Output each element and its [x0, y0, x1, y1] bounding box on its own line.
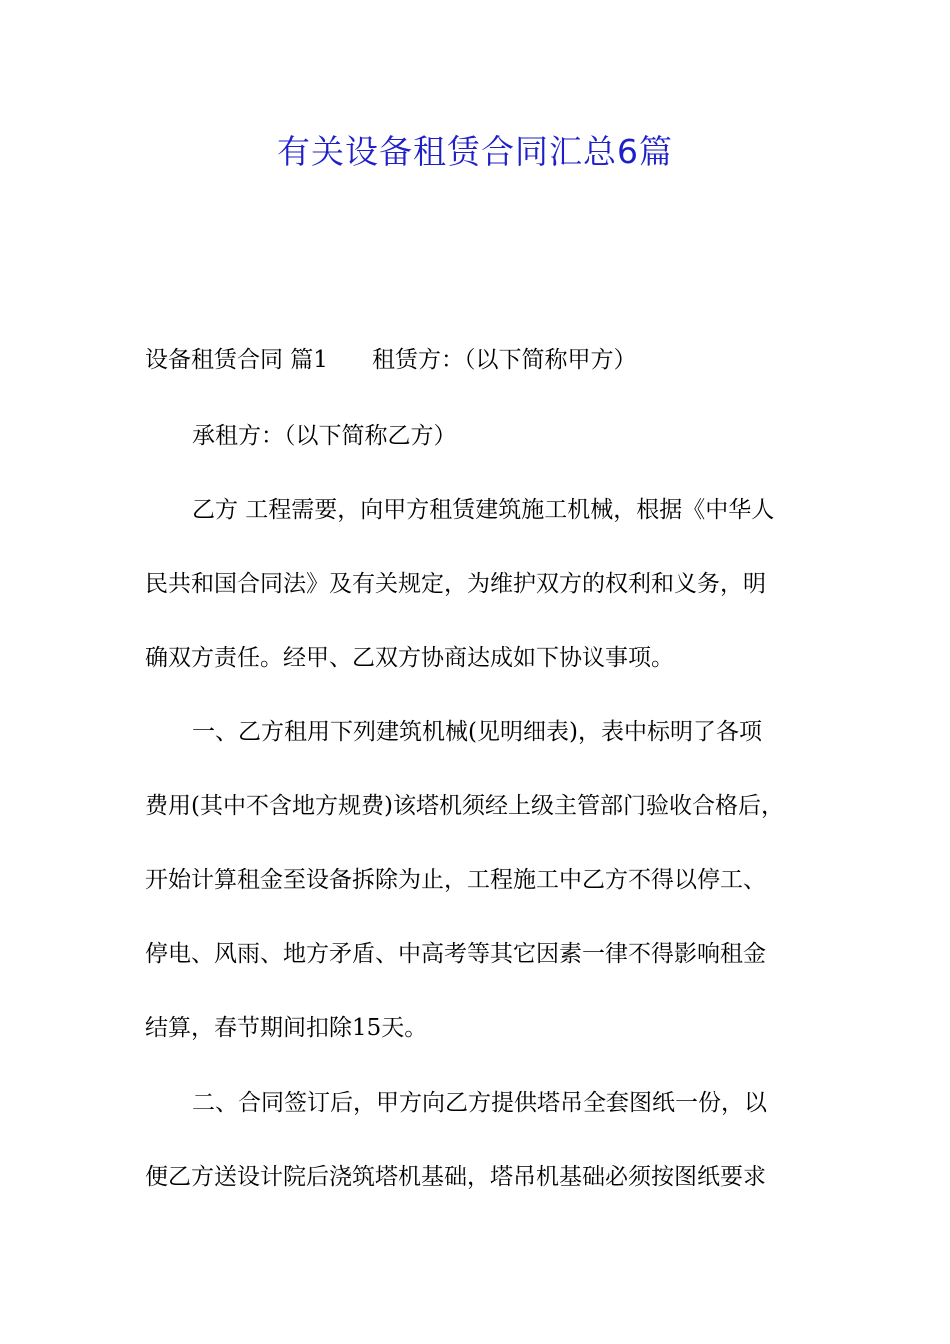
- contract-heading: 设备租赁合同 篇1: [145, 347, 328, 373]
- document-title: 有关设备租赁合同汇总6篇: [277, 132, 673, 171]
- paragraph-line: 停电、风雨、地方矛盾、中高考等其它因素一律不得影响租金: [145, 941, 766, 967]
- paragraph-line: 乙方 工程需要，向甲方租赁建筑施工机械，根据《中华人: [192, 497, 775, 523]
- paragraph-line: 开始计算租金至设备拆除为止，工程施工中乙方不得以停工、: [145, 867, 766, 893]
- paragraph-line: 承租方：（以下简称乙方）: [192, 423, 457, 449]
- paragraph-line: 一、乙方租用下列建筑机械(见明细表)，表中标明了各项: [192, 719, 762, 745]
- paragraph-line: [145, 344, 810, 376]
- paragraph-line: 费用(其中不含地方规费)该塔机须经上级主管部门验收合格后，: [145, 793, 784, 819]
- lessor-label: 租赁方：（以下简称甲方）: [371, 347, 637, 373]
- paragraph-line: 便乙方送设计院后浇筑塔机基础，塔吊机基础必须按图纸要求: [145, 1164, 766, 1190]
- paragraph-line: 确双方责任。经甲、乙双方协商达成如下协议事项。: [145, 645, 674, 671]
- paragraph-line: 二、合同签订后，甲方向乙方提供塔吊全套图纸一份，以: [192, 1090, 767, 1116]
- paragraph-line: 民共和国合同法》及有关规定，为维护双方的权利和义务，明: [145, 571, 766, 597]
- paragraph-line: 结算，春节期间扣除15天。: [145, 1015, 428, 1041]
